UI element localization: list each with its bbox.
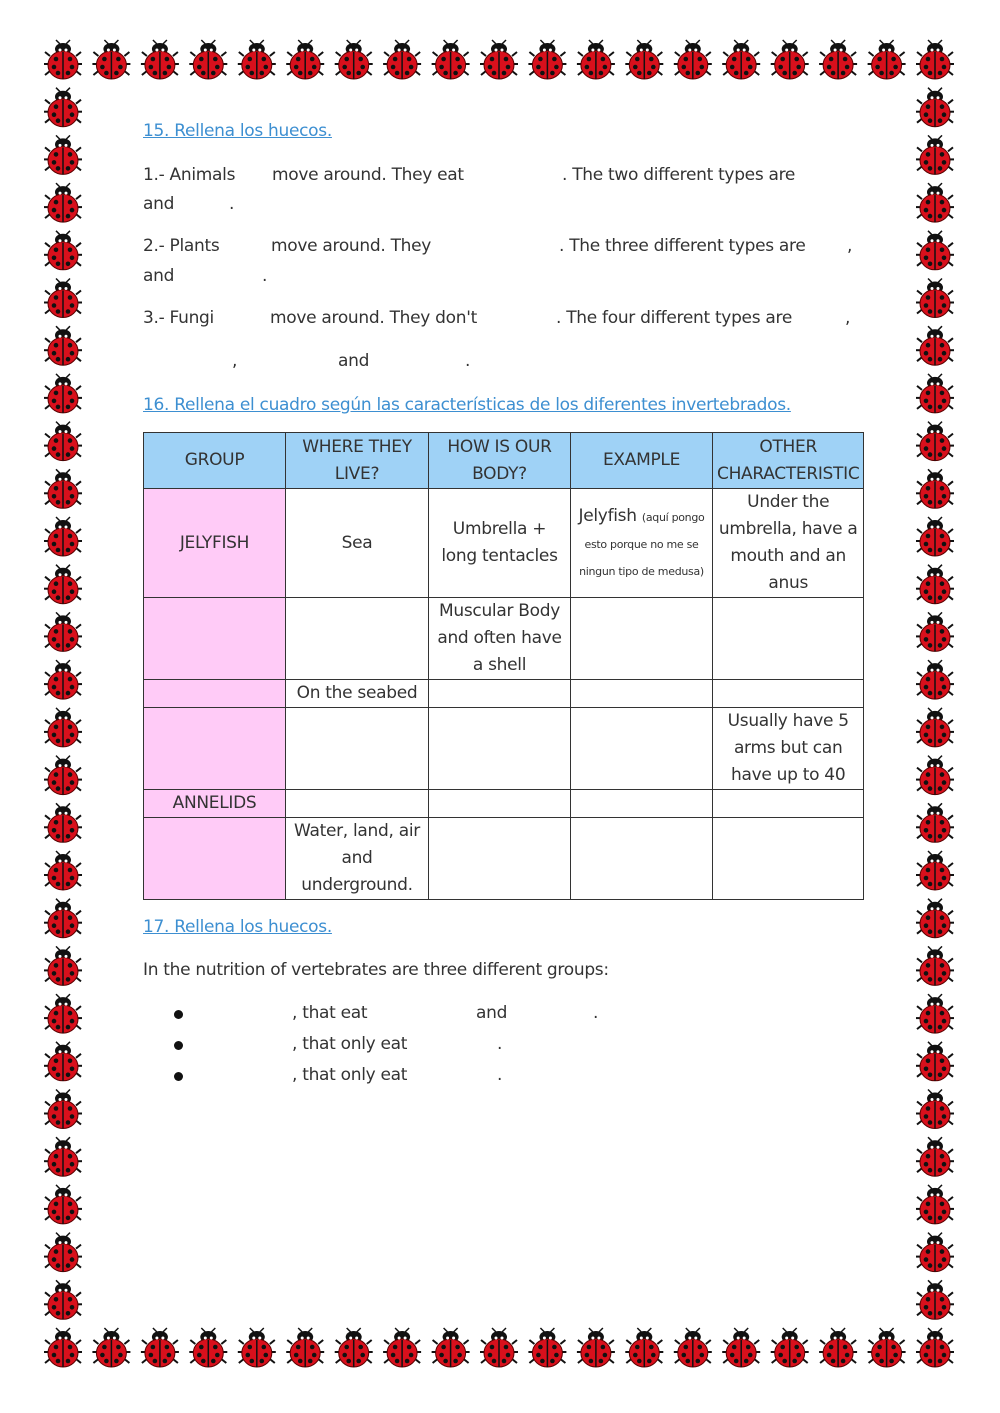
ladybug-icon <box>625 1328 663 1367</box>
ladybug-icon <box>916 135 954 174</box>
section-16-title: 16. Rellena el cuadro según las características de los diferentes invertebrados. <box>143 395 791 415</box>
table-cell[interactable]: Umbrella + long tentacles <box>429 489 571 598</box>
table-row <box>144 818 864 900</box>
ladybug-icon <box>916 660 954 699</box>
ladybug-icon <box>44 517 82 556</box>
ladybug-icon <box>44 374 82 413</box>
header-other: OTHER CHARACTERISTIC <box>713 433 864 489</box>
group-cell[interactable]: JELYFISH <box>144 489 286 598</box>
table-cell[interactable] <box>429 818 571 900</box>
s15-l1-e: . <box>229 194 235 214</box>
ladybug-icon <box>44 279 82 318</box>
ladybug-icon <box>44 1185 82 1224</box>
ladybug-icon <box>528 40 566 79</box>
ladybug-icon <box>383 1328 421 1367</box>
s15-l3-b: move around. They don't <box>270 308 477 328</box>
ladybug-icon <box>141 40 179 79</box>
table-cell[interactable] <box>429 680 571 708</box>
table-cell[interactable] <box>429 708 571 790</box>
table-cell[interactable] <box>571 708 713 790</box>
ladybug-icon <box>577 40 615 79</box>
table-cell[interactable]: Usually have 5 arms but can have up to 40 <box>713 708 864 790</box>
table-cell[interactable] <box>713 818 864 900</box>
ladybug-icon <box>674 1328 712 1367</box>
ladybug-icon <box>916 1233 954 1272</box>
s15-l3-a: 3.- Fungi <box>143 308 214 328</box>
ladybug-icon <box>916 803 954 842</box>
ladybug-icon <box>44 326 82 365</box>
ladybug-icon <box>44 565 82 604</box>
table-row <box>144 489 864 598</box>
group-cell[interactable] <box>144 680 286 708</box>
header-where: WHERE THEY LIVE? <box>286 433 429 489</box>
ladybug-icon <box>916 1280 954 1319</box>
ladybug-icon <box>286 1328 324 1367</box>
ladybug-icon <box>44 994 82 1033</box>
ladybug-icon <box>771 40 809 79</box>
ladybug-icon <box>916 1042 954 1081</box>
ladybug-icon <box>916 1328 954 1367</box>
table-cell[interactable] <box>571 680 713 708</box>
ladybug-icon <box>916 422 954 461</box>
group-cell[interactable] <box>144 708 286 790</box>
header-group: GROUP <box>144 433 286 489</box>
table-header-row <box>144 433 864 489</box>
s17-b1-c: . <box>593 1003 599 1023</box>
s15-l2-e: and <box>143 266 175 286</box>
table-cell[interactable]: Muscular Body and often have a shell <box>429 598 571 680</box>
table-cell[interactable]: Under the umbrella, have a mouth and an anus <box>713 489 864 598</box>
table-cell[interactable] <box>286 598 429 680</box>
ladybug-icon <box>916 469 954 508</box>
ladybug-icon <box>238 40 276 79</box>
table-cell[interactable]: Water, land, air and underground. <box>286 818 429 900</box>
ladybug-icon <box>916 374 954 413</box>
ladybug-icon <box>44 708 82 747</box>
s15-l3-d: , <box>845 308 851 328</box>
s17-b2-a: , that only eat <box>292 1034 408 1054</box>
example-note: (aquí pongo esto porque no me se ningun tipo de medusa) <box>579 510 705 578</box>
ladybug-icon <box>916 517 954 556</box>
ladybug-icon <box>916 994 954 1033</box>
s15-l2-c: . The three different types are <box>559 236 806 256</box>
table-cell[interactable] <box>286 708 429 790</box>
table-cell[interactable] <box>571 818 713 900</box>
ladybug-icon <box>916 946 954 985</box>
ladybug-icon <box>916 708 954 747</box>
table-row <box>144 708 864 790</box>
s17-b1-a: , that eat <box>292 1003 368 1023</box>
ladybug-icon <box>44 40 82 79</box>
ladybug-icon <box>868 40 906 79</box>
s17-intro: In the nutrition of vertebrates are three different groups: <box>143 960 609 980</box>
invertebrates-table <box>143 432 864 900</box>
ladybug-icon <box>383 40 421 79</box>
ladybug-icon <box>916 1137 954 1176</box>
ladybug-icon <box>916 565 954 604</box>
ladybug-icon <box>44 1328 82 1367</box>
ladybug-icon <box>916 612 954 651</box>
ladybug-icon <box>44 1280 82 1319</box>
ladybug-icon <box>44 183 82 222</box>
ladybug-icon <box>722 40 760 79</box>
ladybug-icon <box>92 1328 130 1367</box>
ladybug-icon <box>44 803 82 842</box>
ladybug-icon <box>189 1328 227 1367</box>
ladybug-icon <box>44 851 82 890</box>
ladybug-icon <box>674 40 712 79</box>
ladybug-icon <box>819 40 857 79</box>
header-body: HOW IS OUR BODY? <box>429 433 571 489</box>
table-cell[interactable] <box>713 680 864 708</box>
ladybug-icon <box>528 1328 566 1367</box>
ladybug-icon <box>44 1137 82 1176</box>
ladybug-icon <box>44 946 82 985</box>
s15-l3-f: and <box>338 351 370 371</box>
ladybug-icon <box>286 40 324 79</box>
ladybug-icon <box>432 1328 470 1367</box>
ladybug-icon <box>44 135 82 174</box>
ladybug-icon <box>916 756 954 795</box>
table-cell[interactable] <box>571 598 713 680</box>
ladybug-icon <box>44 469 82 508</box>
ladybug-icon <box>335 40 373 79</box>
table-cell[interactable] <box>429 790 571 818</box>
ladybug-icon <box>44 660 82 699</box>
s15-l2-f: . <box>262 266 268 286</box>
ladybug-icon <box>44 1042 82 1081</box>
ladybug-icon <box>480 40 518 79</box>
ladybug-icon <box>625 40 663 79</box>
ladybug-icon <box>916 851 954 890</box>
bullet-dot <box>174 1072 183 1081</box>
table-cell[interactable] <box>571 790 713 818</box>
table-row <box>144 598 864 680</box>
ladybug-icon <box>44 1090 82 1129</box>
s15-l1-c: . The two different types are <box>562 165 796 185</box>
ladybug-icon <box>44 612 82 651</box>
s15-l3-c: . The four different types are <box>556 308 792 328</box>
table-cell[interactable] <box>286 790 429 818</box>
table-cell[interactable]: On the seabed <box>286 680 429 708</box>
ladybug-icon <box>916 88 954 127</box>
example-cell[interactable] <box>571 489 713 598</box>
s15-l1-a: 1.- Animals <box>143 165 236 185</box>
s15-l2-a: 2.- Plants <box>143 236 220 256</box>
s15-l2-b: move around. They <box>271 236 432 256</box>
s17-b3-b: . <box>497 1065 503 1085</box>
s15-l2-d: , <box>847 236 853 256</box>
table-cell[interactable] <box>713 790 864 818</box>
ladybug-icon <box>335 1328 373 1367</box>
section-17-title: 17. Rellena los huecos. <box>143 917 332 937</box>
table-cell[interactable] <box>713 598 864 680</box>
ladybug-icon <box>916 1090 954 1129</box>
section-15-title: 15. Rellena los huecos. <box>143 121 332 141</box>
ladybug-icon <box>44 756 82 795</box>
ladybug-icon <box>44 231 82 270</box>
ladybug-icon <box>916 1185 954 1224</box>
ladybug-icon <box>916 183 954 222</box>
group-cell[interactable] <box>144 598 286 680</box>
ladybug-icon <box>189 40 227 79</box>
example-text: Jelyfish <box>578 505 637 526</box>
ladybug-icon <box>916 899 954 938</box>
ladybug-icon <box>432 40 470 79</box>
s17-b1-b: and <box>476 1003 508 1023</box>
ladybug-icon <box>238 1328 276 1367</box>
table-row <box>144 680 864 708</box>
ladybug-icon <box>916 40 954 79</box>
ladybug-icon <box>819 1328 857 1367</box>
header-example: EXAMPLE <box>571 433 713 489</box>
ladybug-icon <box>44 1233 82 1272</box>
ladybug-icon <box>577 1328 615 1367</box>
bullet-dot <box>174 1041 183 1050</box>
table-cell[interactable]: Sea <box>286 489 429 598</box>
s15-l3-e: , <box>232 351 238 371</box>
ladybug-icon <box>868 1328 906 1367</box>
ladybug-icon <box>916 231 954 270</box>
ladybug-icon <box>480 1328 518 1367</box>
table-row <box>144 790 864 818</box>
group-cell[interactable] <box>144 818 286 900</box>
ladybug-icon <box>44 422 82 461</box>
bullet-dot <box>174 1010 183 1019</box>
ladybug-icon <box>141 1328 179 1367</box>
s17-b3-a: , that only eat <box>292 1065 408 1085</box>
ladybug-icon <box>722 1328 760 1367</box>
s15-l1-d: and <box>143 194 175 214</box>
ladybug-icon <box>44 88 82 127</box>
s15-l3-g: . <box>465 351 471 371</box>
ladybug-icon <box>44 899 82 938</box>
ladybug-icon <box>916 326 954 365</box>
s15-l1-b: move around. They eat <box>272 165 464 185</box>
ladybug-icon <box>916 279 954 318</box>
group-cell[interactable]: ANNELIDS <box>144 790 286 818</box>
s17-b2-b: . <box>497 1034 503 1054</box>
ladybug-icon <box>92 40 130 79</box>
ladybug-icon <box>771 1328 809 1367</box>
